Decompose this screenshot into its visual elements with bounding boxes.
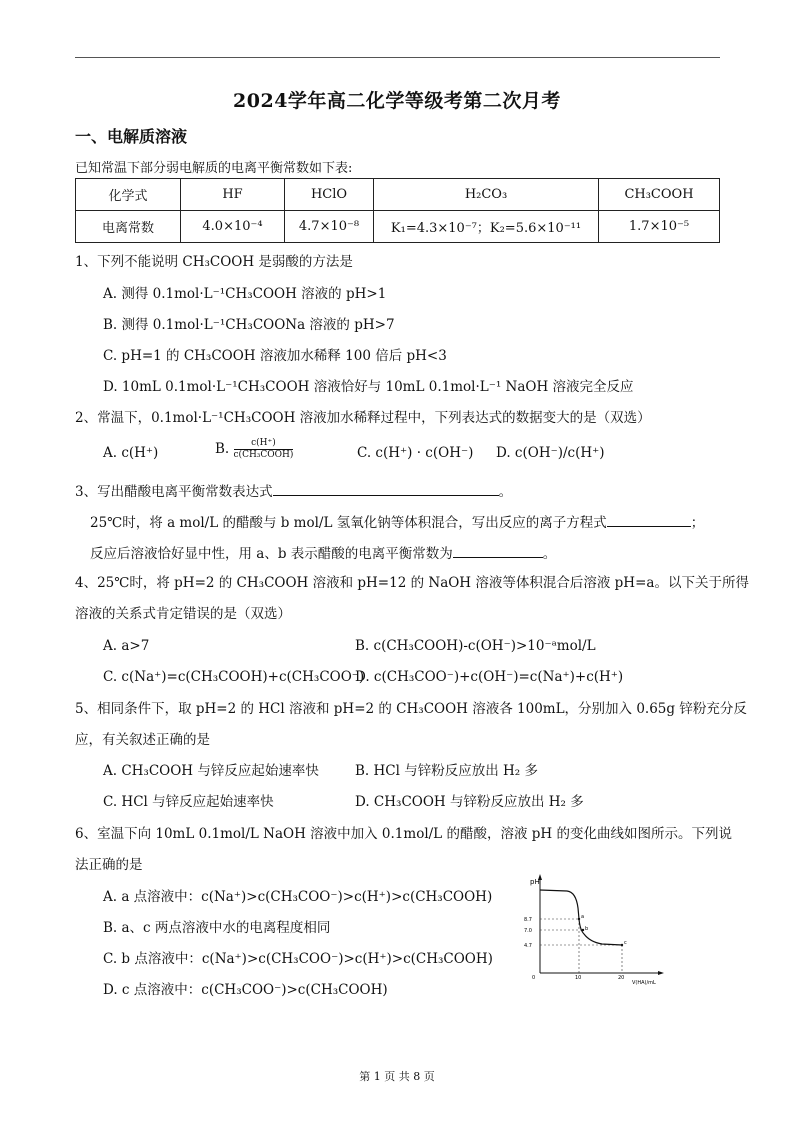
q3-line2-text: 25℃时，将 a mol/L 的醋酸与 b mol/L 氢氧化钠等体积混合，写出反应的离子方程式 bbox=[90, 515, 607, 531]
table-header-row bbox=[76, 179, 720, 211]
punctuation: 。 bbox=[542, 546, 557, 562]
y-tick-label: 4.7 bbox=[524, 943, 532, 949]
q4-stem-line1: 4、25℃时，将 pH=2 的 CH₃COOH 溶液和 pH=12 的 NaOH 溶液等体积混合后溶液 pH=a。以下关于所得 bbox=[75, 575, 749, 591]
titration-curve-figure bbox=[522, 868, 672, 988]
q4-option-b: B. c(CH₃COOH)-c(OH⁻)>10⁻ᵃmol/L bbox=[355, 638, 596, 654]
x-axis-label: V(HA)/mL bbox=[632, 980, 656, 986]
table-cell: 4.0×10⁻⁴ bbox=[181, 211, 285, 243]
q2-option-b bbox=[215, 438, 293, 461]
x-tick-label: 0 bbox=[532, 975, 536, 981]
table-cell: 1.7×10⁻⁵ bbox=[599, 211, 720, 243]
q3-stem bbox=[75, 481, 512, 501]
q6-stem-line2: 法正确的是 bbox=[75, 857, 143, 873]
q4-stem-line2: 溶液的关系式肯定错误的是（双选） bbox=[75, 606, 291, 622]
q3-line3-text: 反应后溶液恰好显中性，用 a、b 表示醋酸的电离平衡常数为 bbox=[90, 546, 453, 562]
q3-line2 bbox=[90, 512, 704, 532]
table-cell: CH₃COOH bbox=[599, 179, 720, 211]
point-a-marker bbox=[578, 918, 580, 920]
y-axis-label: pH bbox=[530, 878, 540, 886]
point-b-marker bbox=[582, 929, 584, 931]
table-row bbox=[76, 211, 720, 243]
table-cell: 化学式 bbox=[76, 179, 181, 211]
q6-option-d: D. c 点溶液中：c(CH₃COO⁻)>c(CH₃COOH) bbox=[103, 982, 388, 998]
q6-option-c: C. b 点溶液中：c(Na⁺)>c(CH₃COO⁻)>c(H⁺)>c(CH₃COOH) bbox=[103, 951, 493, 967]
q5-option-b: B. HCl 与锌粉反应放出 H₂ 多 bbox=[355, 763, 538, 779]
q6-stem-line1: 6、室温下向 10mL 0.1mol/L NaOH 溶液中加入 0.1mol/L 的醋酸，溶液 pH 的变化曲线如图所示。下列说 bbox=[75, 826, 732, 842]
q2-option-b-fraction bbox=[234, 438, 294, 461]
q1-option-b: B. 测得 0.1mol·L⁻¹CH₃COONa 溶液的 pH>7 bbox=[103, 317, 395, 333]
q5-stem-line2: 应，有关叙述正确的是 bbox=[75, 732, 210, 748]
q5-option-a: A. CH₃COOH 与锌反应起始速率快 bbox=[103, 763, 319, 779]
point-c-marker bbox=[621, 944, 623, 946]
q1-option-a: A. 测得 0.1mol·L⁻¹CH₃COOH 溶液的 pH>1 bbox=[103, 286, 387, 302]
point-label: b bbox=[585, 926, 589, 932]
point-label: c bbox=[624, 940, 627, 946]
x-tick-label: 20 bbox=[618, 975, 625, 981]
ionization-constant-table bbox=[75, 178, 720, 243]
punctuation: ； bbox=[690, 515, 705, 531]
q4-option-d: D. c(CH₃COO⁻)+c(OH⁻)=c(Na⁺)+c(H⁺) bbox=[355, 669, 624, 685]
q5-option-d: D. CH₃COOH 与锌粉反应放出 H₂ 多 bbox=[355, 794, 584, 810]
q1-option-c: C. pH=1 的 CH₃COOH 溶液加水稀释 100 倍后 pH<3 bbox=[103, 348, 447, 364]
point-label: a bbox=[581, 914, 585, 920]
q5-option-c: C. HCl 与锌反应起始速率快 bbox=[103, 794, 274, 810]
q3-line3 bbox=[90, 543, 556, 563]
x-tick-label: 10 bbox=[575, 975, 582, 981]
table-cell: K₁=4.3×10⁻⁷；K₂=5.6×10⁻¹¹ bbox=[374, 211, 599, 243]
x-axis-arrow bbox=[658, 971, 664, 975]
fraction-numerator: c(H⁺) bbox=[234, 438, 294, 450]
q2-option-c: C. c(H⁺) · c(OH⁻) bbox=[357, 445, 474, 461]
q6-option-b: B. a、c 两点溶液中水的电离程度相同 bbox=[103, 920, 331, 936]
q2-option-d: D. c(OH⁻)/c(H⁺) bbox=[496, 445, 605, 461]
page-title: 2024学年高二化学等级考第二次月考 bbox=[233, 90, 561, 112]
q4-option-c: C. c(Na⁺)=c(CH₃COOH)+c(CH₃COO⁻) bbox=[103, 669, 365, 685]
q3-stem-text: 3、写出醋酸电离平衡常数表达式 bbox=[75, 484, 273, 500]
header-rule bbox=[75, 57, 720, 58]
punctuation: 。 bbox=[498, 484, 513, 500]
q5-stem-line1: 5、相同条件下，取 pH=2 的 HCl 溶液和 pH=2 的 CH₃COOH 溶液各 100mL，分别加入 0.65g 锌粉充分反 bbox=[75, 701, 747, 717]
q2-option-b-label: B. bbox=[215, 441, 230, 457]
table-cell: 电离常数 bbox=[76, 211, 181, 243]
page-footer: 第 1 页 共 8 页 bbox=[359, 1070, 435, 1083]
fraction-denominator: c(CH₃COOH) bbox=[233, 450, 294, 460]
table-cell: 4.7×10⁻⁸ bbox=[285, 211, 374, 243]
q4-option-a: A. a>7 bbox=[103, 638, 150, 654]
section-heading: 一、电解质溶液 bbox=[75, 127, 188, 146]
q1-stem: 1、下列不能说明 CH₃COOH 是弱酸的方法是 bbox=[75, 254, 353, 270]
answer-blank[interactable] bbox=[273, 481, 499, 496]
y-tick-label: 8.7 bbox=[524, 917, 532, 923]
answer-blank[interactable] bbox=[607, 512, 691, 527]
table-cell: HF bbox=[181, 179, 285, 211]
table-cell: H₂CO₃ bbox=[374, 179, 599, 211]
table-cell: HClO bbox=[285, 179, 374, 211]
y-tick-label: 7.0 bbox=[524, 928, 532, 934]
answer-blank[interactable] bbox=[453, 543, 543, 558]
q2-stem: 2、常温下，0.1mol·L⁻¹CH₃COOH 溶液加水稀释过程中，下列表达式的数据变大的是（双选） bbox=[75, 410, 651, 426]
table-intro: 已知常温下部分弱电解质的电离平衡常数如下表: bbox=[75, 161, 353, 176]
q1-option-d: D. 10mL 0.1mol·L⁻¹CH₃COOH 溶液恰好与 10mL 0.1mol·L⁻¹ NaOH 溶液完全反应 bbox=[103, 379, 634, 395]
q6-option-a: A. a 点溶液中：c(Na⁺)>c(CH₃COO⁻)>c(H⁺)>c(CH₃COOH) bbox=[103, 889, 493, 905]
q2-option-a: A. c(H⁺) bbox=[103, 445, 159, 461]
